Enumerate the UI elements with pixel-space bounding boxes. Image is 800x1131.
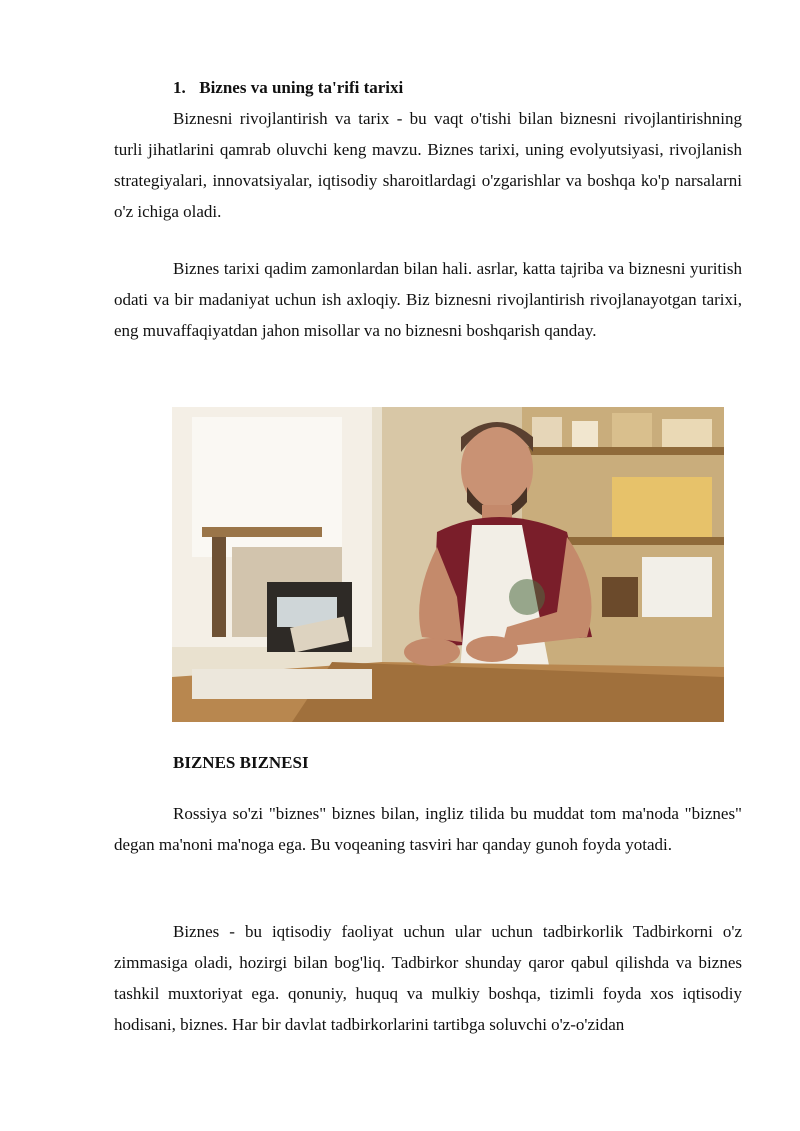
paragraph: Rossiya so'zi "biznes" biznes bilan, ingliz tilida bu muddat tom ma'noda "biznes" degan ma'noni ma'noga ega. Bu voqeaning tasviri har qanday gunoh foyda yotadi. — [114, 804, 742, 854]
section-subheading: BIZNES BIZNESI — [173, 753, 309, 772]
section-number: 1. — [173, 78, 186, 97]
paragraph: Biznes - bu iqtisodiy faoliyat uchun ular uchun tadbirkorlik Tadbirkorni o'z zimmasiga oladi, hozirgi bilan bog'liq. Tadbirkor shunday qaror qabul qilishda va biznes tashkil muxtoriyat ega. qonuniy, huquq va mulkiy boshqa, tizimli foyda xos iqtisodiy hodisani, biznes. Har bir davlat tadbirkorlarini tartibga soluvchi o'z-o'zidan — [114, 922, 742, 1034]
shop-owner-photo — [172, 407, 724, 722]
paragraph: Biznes tarixi qadim zamonlardan bilan hali. asrlar, katta tajriba va biznesni yuritish odati va bir madaniyat uchun ish axloqiy. Biz biznesni rivojlantirish rivojlanayotgan tarixi, eng muvaffaqiyatdan jahon misollar va no biznesni boshqarish qanday. — [114, 259, 742, 340]
section-title: Biznes va uning ta'rifi tarixi — [199, 78, 404, 97]
paragraph: Biznesni rivojlantirish va tarix - bu vaqt o'tishi bilan biznesni rivojlantirishning turli jihatlarini qamrab oluvchi keng mavzu. Biznes tarixi, uning evolyutsiyasi, rivojlanish strategiyalari, innovatsiyalar, iqtisodiy sharoitlardagi o'zgarishlar va boshqa ko'p narsalarni o'z ichiga oladi. — [114, 109, 742, 221]
section-heading — [173, 77, 403, 99]
